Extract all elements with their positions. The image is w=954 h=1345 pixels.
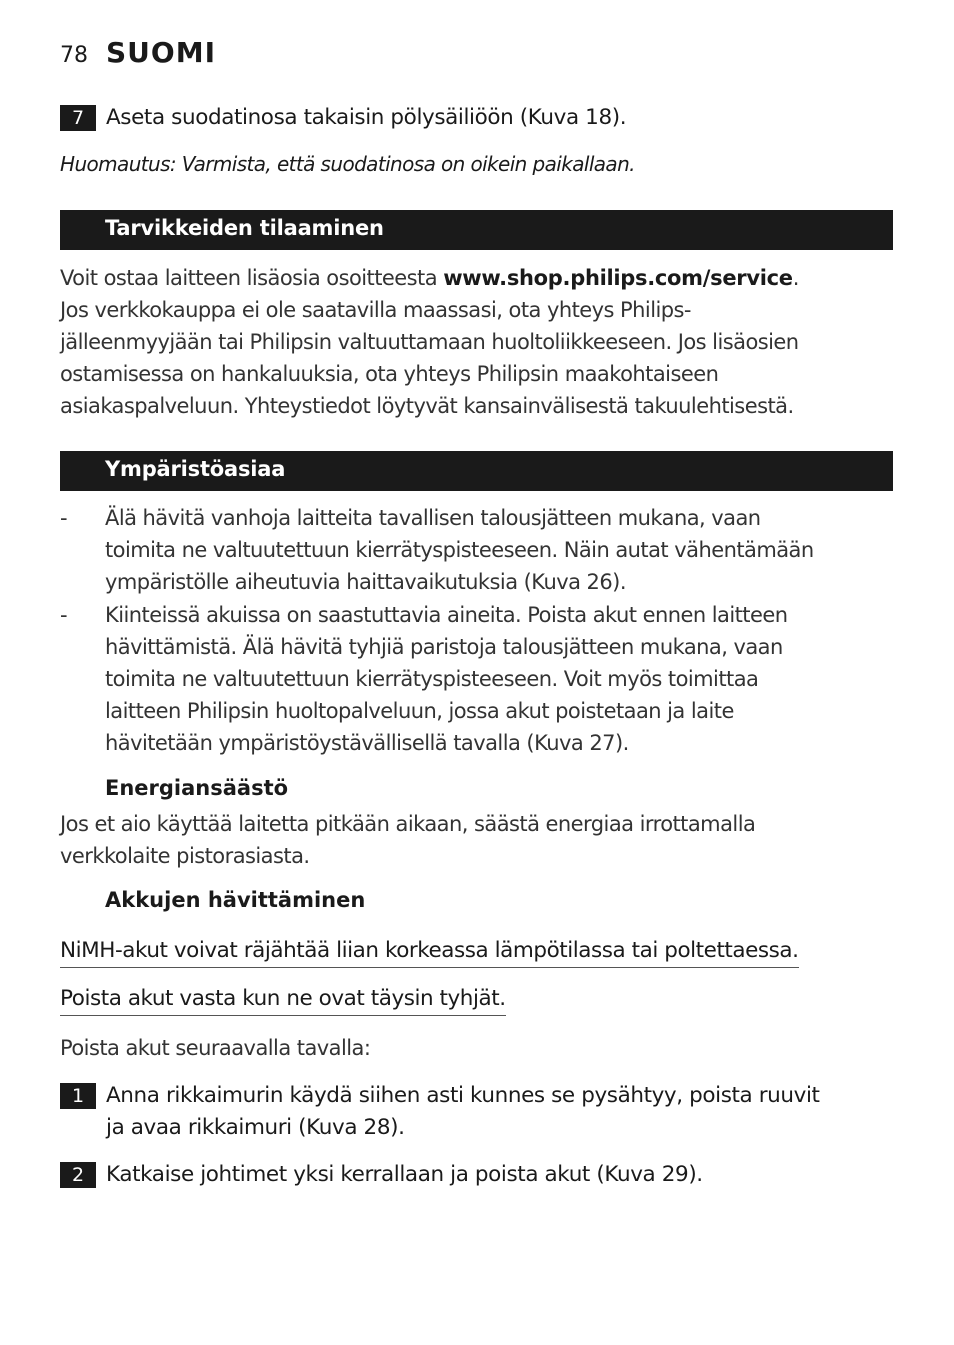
shop-url-link[interactable]: www.shop.philips.com/service	[443, 266, 793, 290]
bullet-dash: -	[60, 506, 68, 530]
paragraph-line: ostamisessa on hankaluuksia, ota yhteys Philipsin maakohtaiseen	[60, 362, 719, 386]
warning-text: Poista akut vasta kun ne ovat täysin tyhjät.	[60, 984, 506, 1016]
accessories-paragraph	[60, 262, 895, 422]
bullet-line: laitteen Philipsin huoltopalveluun, jossa akut poistetaan ja laite	[105, 699, 734, 723]
paragraph-line: jälleenmyyjään tai Philipsin valtuuttamaan huoltoliikkeeseen. Jos lisäosien	[60, 330, 799, 354]
paragraph-line: Jos et aio käyttää laitetta pitkään aikaan, säästä energiaa irrottamalla	[60, 812, 756, 836]
section-title: Tarvikkeiden tilaaminen	[105, 216, 384, 240]
paragraph-line: asiakaspalveluun. Yhteystiedot löytyvät kansainvälisestä takuulehtisestä.	[60, 394, 794, 418]
battery-step-2	[60, 1159, 890, 1191]
language-title: SUOMI	[106, 36, 216, 69]
bullet-line: ympäristölle aiheutuvia haittavaikutuksia (Kuva 26).	[105, 570, 626, 594]
paragraph-line: verkkolaite pistorasiasta.	[60, 844, 310, 868]
section-heading-accessories	[60, 210, 893, 250]
warning-text: NiMH-akut voivat räjähtää liian korkeassa lämpötilassa tai poltettaessa.	[60, 936, 799, 968]
bullet-item	[60, 502, 895, 598]
step-number-badge: 2	[60, 1162, 96, 1188]
note-text: Huomautus: Varmista, että suodatinosa on oikein paikallaan.	[60, 152, 635, 176]
bullet-dash: -	[60, 603, 68, 627]
section-title: Ympäristöasiaa	[105, 457, 286, 481]
bullet-line: Kiinteissä akuissa on saastuttavia aineita. Poista akut ennen laitteen	[105, 603, 788, 627]
bullet-line: Älä hävitä vanhoja laitteita tavallisen talousjätteen mukana, vaan	[105, 506, 761, 530]
page-header	[60, 36, 216, 69]
step-number-badge: 7	[60, 105, 96, 131]
bullet-line: hävitetään ympäristöystävällisellä tavalla (Kuva 27).	[105, 731, 629, 755]
paragraph-line: Jos verkkokauppa ei ole saatavilla maassasi, ota yhteys Philips-	[60, 298, 691, 322]
paragraph-line: Voit ostaa laitteen lisäosia osoitteesta www.shop.philips.com/service.	[60, 266, 799, 290]
step-line: Katkaise johtimet yksi kerrallaan ja poista akut (Kuva 29).	[106, 1162, 703, 1187]
step-line: Anna rikkaimurin käydä siihen asti kunnes se pysähtyy, poista ruuvit	[106, 1083, 820, 1108]
batteries-intro: Poista akut seuraavalla tavalla:	[60, 1036, 371, 1060]
page-number: 78	[60, 43, 88, 68]
bullet-item	[60, 599, 895, 759]
bullet-line: hävittämistä. Älä hävitä tyhjiä paristoja talousjätteen mukana, vaan	[105, 635, 783, 659]
bullet-line: toimita ne valtuutettuun kierrätyspisteeseen. Näin autat vähentämään	[105, 538, 814, 562]
bullet-line: toimita ne valtuutettuun kierrätyspisteeseen. Voit myös toimittaa	[105, 667, 759, 691]
step-7	[60, 102, 890, 134]
step-number-badge: 1	[60, 1083, 96, 1109]
batteries-subheading: Akkujen hävittäminen	[105, 888, 366, 912]
step-line: ja avaa rikkaimuri (Kuva 28).	[106, 1115, 405, 1140]
step-text: Aseta suodatinosa takaisin pölysäiliöön (Kuva 18).	[106, 105, 627, 130]
battery-step-1	[60, 1080, 890, 1144]
energy-paragraph	[60, 808, 895, 872]
energy-subheading: Energiansäästö	[105, 776, 289, 800]
section-heading-environment	[60, 451, 893, 491]
